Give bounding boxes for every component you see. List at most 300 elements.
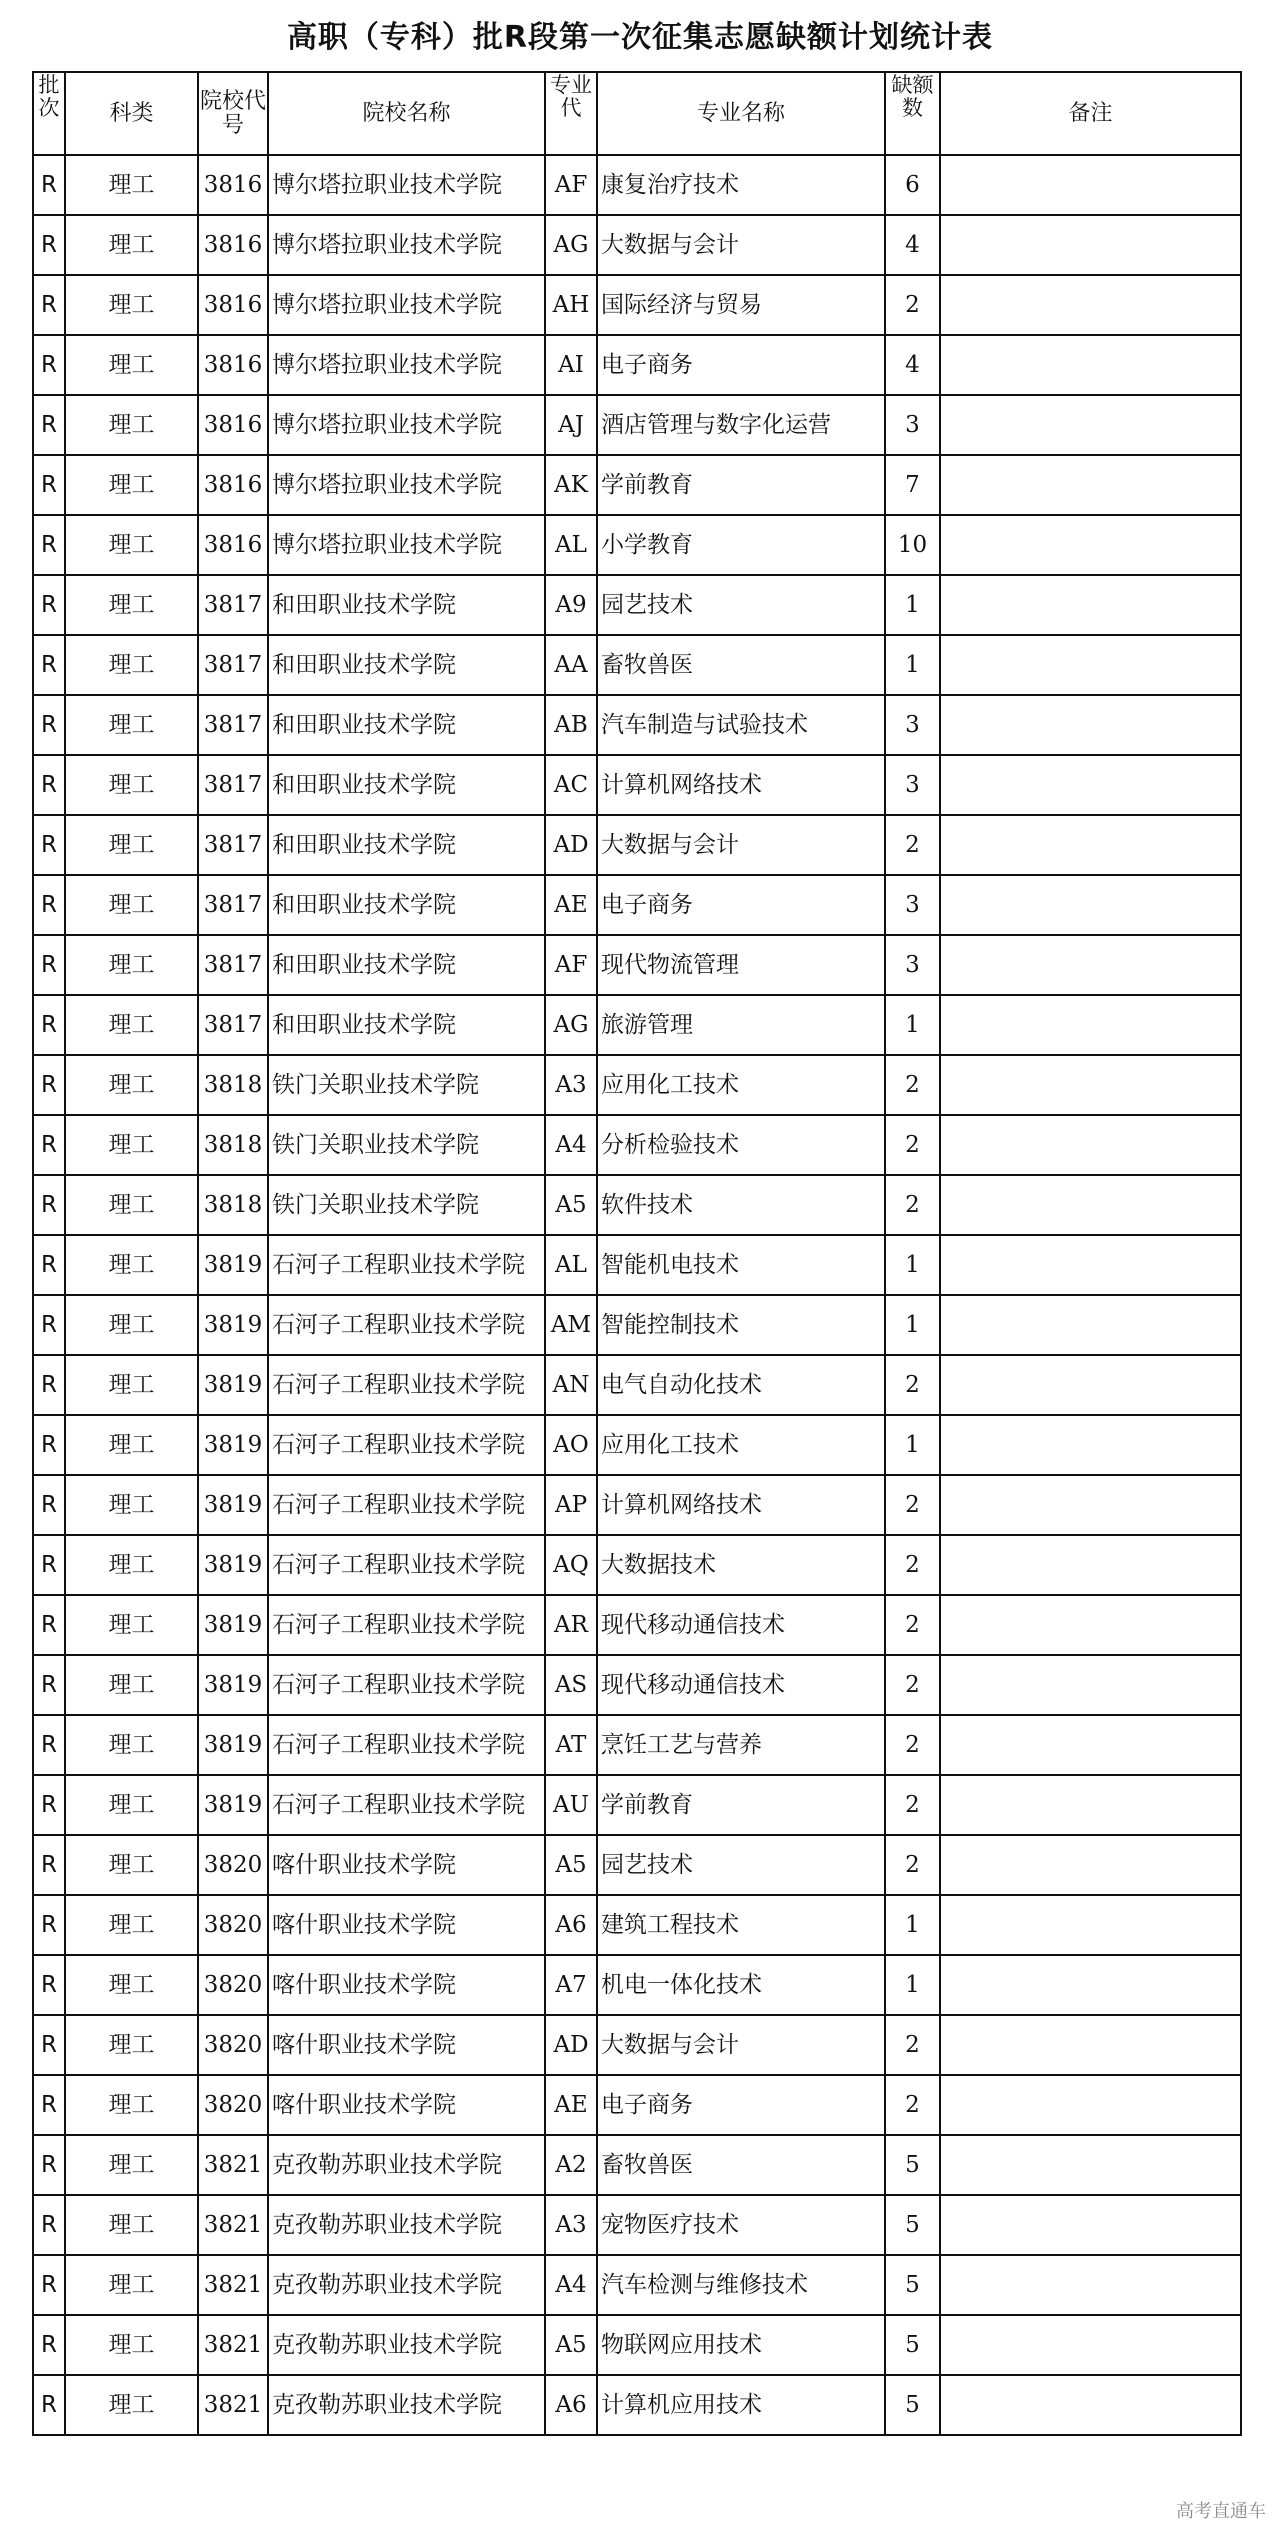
cell-major-code: AT [545, 1715, 597, 1775]
cell-major-code: A4 [545, 1115, 597, 1175]
cell-school-name: 喀什职业技术学院 [268, 1895, 545, 1955]
cell-major-name: 大数据技术 [597, 1535, 885, 1595]
cell-category: 理工 [65, 1235, 198, 1295]
cell-category: 理工 [65, 515, 198, 575]
cell-batch: R [33, 695, 65, 755]
cell-note [940, 155, 1241, 215]
cell-school-name: 克孜勒苏职业技术学院 [268, 2315, 545, 2375]
cell-major-code: A5 [545, 2315, 597, 2375]
page-title: 高职（专科）批R段第一次征集志愿缺额计划统计表 [286, 20, 994, 55]
watermark: 高考直通车 [1176, 2501, 1266, 2522]
cell-vacancy: 1 [885, 575, 940, 635]
table-row [33, 1775, 1241, 1835]
cell-major-name: 宠物医疗技术 [597, 2195, 885, 2255]
cell-note [940, 2075, 1241, 2135]
cell-major-code: AD [545, 2015, 597, 2075]
cell-batch: R [33, 455, 65, 515]
cell-school-code: 3817 [198, 695, 268, 755]
cell-school-code: 3816 [198, 455, 268, 515]
cell-category: 理工 [65, 755, 198, 815]
table-row [33, 1835, 1241, 1895]
cell-major-code: A6 [545, 1895, 597, 1955]
cell-school-name: 石河子工程职业技术学院 [268, 1415, 545, 1475]
cell-school-name: 石河子工程职业技术学院 [268, 1355, 545, 1415]
cell-major-code: A3 [545, 2195, 597, 2255]
cell-note [940, 2315, 1241, 2375]
table-row [33, 755, 1241, 815]
cell-school-code: 3819 [198, 1775, 268, 1835]
cell-major-code: A3 [545, 1055, 597, 1115]
cell-batch: R [33, 335, 65, 395]
cell-major-name: 汽车检测与维修技术 [597, 2255, 885, 2315]
cell-school-name: 博尔塔拉职业技术学院 [268, 395, 545, 455]
cell-school-name: 石河子工程职业技术学院 [268, 1775, 545, 1835]
cell-school-name: 克孜勒苏职业技术学院 [268, 2255, 545, 2315]
cell-note [940, 1715, 1241, 1775]
cell-school-code: 3819 [198, 1475, 268, 1535]
cell-category: 理工 [65, 335, 198, 395]
cell-batch: R [33, 2075, 65, 2135]
cell-vacancy: 5 [885, 2135, 940, 2195]
cell-major-name: 应用化工技术 [597, 1415, 885, 1475]
cell-note [940, 275, 1241, 335]
cell-note [940, 2195, 1241, 2255]
cell-major-name: 大数据与会计 [597, 2015, 885, 2075]
cell-note [940, 1415, 1241, 1475]
cell-school-name: 石河子工程职业技术学院 [268, 1535, 545, 1595]
header-school-name: 院校名称 [268, 72, 545, 155]
table-row [33, 575, 1241, 635]
cell-category: 理工 [65, 2255, 198, 2315]
table-row [33, 335, 1241, 395]
cell-school-code: 3817 [198, 875, 268, 935]
cell-batch: R [33, 1175, 65, 1235]
cell-major-code: AN [545, 1355, 597, 1415]
cell-school-name: 和田职业技术学院 [268, 815, 545, 875]
header-school-code: 院校代号 [198, 72, 268, 155]
cell-vacancy: 2 [885, 1775, 940, 1835]
cell-batch: R [33, 1415, 65, 1475]
cell-vacancy: 1 [885, 1295, 940, 1355]
cell-batch: R [33, 935, 65, 995]
cell-major-code: AI [545, 335, 597, 395]
cell-major-name: 园艺技术 [597, 575, 885, 635]
cell-school-code: 3817 [198, 935, 268, 995]
cell-school-name: 铁门关职业技术学院 [268, 1115, 545, 1175]
cell-major-code: A7 [545, 1955, 597, 2015]
cell-note [940, 1835, 1241, 1895]
cell-school-code: 3816 [198, 395, 268, 455]
cell-school-code: 3818 [198, 1175, 268, 1235]
table-row [33, 1115, 1241, 1175]
cell-note [940, 1535, 1241, 1595]
cell-category: 理工 [65, 2075, 198, 2135]
cell-major-name: 软件技术 [597, 1175, 885, 1235]
cell-batch: R [33, 1115, 65, 1175]
cell-vacancy: 2 [885, 2015, 940, 2075]
cell-note [940, 1955, 1241, 2015]
cell-school-name: 和田职业技术学院 [268, 995, 545, 1055]
cell-category: 理工 [65, 1115, 198, 1175]
cell-school-code: 3821 [198, 2135, 268, 2195]
cell-major-name: 旅游管理 [597, 995, 885, 1055]
cell-major-name: 机电一体化技术 [597, 1955, 885, 2015]
cell-major-name: 酒店管理与数字化运营 [597, 395, 885, 455]
cell-note [940, 635, 1241, 695]
cell-school-code: 3820 [198, 1895, 268, 1955]
cell-major-name: 电子商务 [597, 875, 885, 935]
cell-note [940, 1475, 1241, 1535]
table-row [33, 635, 1241, 695]
cell-vacancy: 2 [885, 1355, 940, 1415]
cell-major-name: 智能控制技术 [597, 1295, 885, 1355]
cell-major-name: 现代移动通信技术 [597, 1595, 885, 1655]
table-body [33, 155, 1241, 2435]
table-row [33, 1055, 1241, 1115]
cell-school-code: 3816 [198, 335, 268, 395]
cell-school-code: 3820 [198, 1835, 268, 1895]
cell-batch: R [33, 995, 65, 1055]
cell-note [940, 935, 1241, 995]
cell-note [940, 2135, 1241, 2195]
cell-major-code: A2 [545, 2135, 597, 2195]
cell-major-code: A9 [545, 575, 597, 635]
cell-major-code: A5 [545, 1175, 597, 1235]
cell-vacancy: 2 [885, 1115, 940, 1175]
cell-major-code: AR [545, 1595, 597, 1655]
table-row [33, 695, 1241, 755]
cell-vacancy: 2 [885, 1655, 940, 1715]
cell-vacancy: 3 [885, 875, 940, 935]
cell-school-code: 3819 [198, 1715, 268, 1775]
table-row [33, 1895, 1241, 1955]
cell-note [940, 1175, 1241, 1235]
cell-vacancy: 2 [885, 1175, 940, 1235]
cell-school-name: 克孜勒苏职业技术学院 [268, 2375, 545, 2435]
cell-category: 理工 [65, 1655, 198, 1715]
cell-batch: R [33, 1955, 65, 2015]
cell-note [940, 455, 1241, 515]
cell-major-code: AO [545, 1415, 597, 1475]
cell-major-code: AB [545, 695, 597, 755]
cell-category: 理工 [65, 2315, 198, 2375]
cell-note [940, 1895, 1241, 1955]
cell-major-code: AF [545, 155, 597, 215]
table-row [33, 2195, 1241, 2255]
cell-vacancy: 2 [885, 1835, 940, 1895]
cell-note [940, 1655, 1241, 1715]
cell-school-code: 3816 [198, 515, 268, 575]
cell-batch: R [33, 1235, 65, 1295]
table-row [33, 2255, 1241, 2315]
cell-vacancy: 2 [885, 1535, 940, 1595]
cell-batch: R [33, 1595, 65, 1655]
cell-school-name: 和田职业技术学院 [268, 575, 545, 635]
table-row [33, 815, 1241, 875]
cell-major-name: 电子商务 [597, 335, 885, 395]
cell-category: 理工 [65, 575, 198, 635]
cell-category: 理工 [65, 1955, 198, 2015]
cell-school-name: 石河子工程职业技术学院 [268, 1595, 545, 1655]
cell-major-name: 大数据与会计 [597, 215, 885, 275]
cell-category: 理工 [65, 995, 198, 1055]
cell-category: 理工 [65, 275, 198, 335]
cell-school-name: 博尔塔拉职业技术学院 [268, 275, 545, 335]
cell-note [940, 1115, 1241, 1175]
cell-vacancy: 2 [885, 275, 940, 335]
cell-school-code: 3817 [198, 995, 268, 1055]
cell-vacancy: 2 [885, 1475, 940, 1535]
cell-school-code: 3819 [198, 1355, 268, 1415]
cell-note [940, 1295, 1241, 1355]
cell-school-code: 3819 [198, 1415, 268, 1475]
cell-major-name: 园艺技术 [597, 1835, 885, 1895]
table-row [33, 875, 1241, 935]
cell-category: 理工 [65, 1175, 198, 1235]
cell-school-name: 和田职业技术学院 [268, 755, 545, 815]
cell-batch: R [33, 755, 65, 815]
cell-major-code: AL [545, 515, 597, 575]
cell-vacancy: 4 [885, 335, 940, 395]
cell-vacancy: 1 [885, 635, 940, 695]
table-row [33, 1955, 1241, 2015]
table-row [33, 155, 1241, 215]
cell-note [940, 755, 1241, 815]
cell-category: 理工 [65, 1715, 198, 1775]
cell-school-name: 石河子工程职业技术学院 [268, 1715, 545, 1775]
cell-note [940, 1355, 1241, 1415]
cell-major-name: 计算机网络技术 [597, 1475, 885, 1535]
cell-major-name: 分析检验技术 [597, 1115, 885, 1175]
header-major-code: 专业代 [545, 72, 597, 155]
cell-category: 理工 [65, 2015, 198, 2075]
cell-school-code: 3819 [198, 1295, 268, 1355]
table-row [33, 2075, 1241, 2135]
cell-category: 理工 [65, 2195, 198, 2255]
cell-major-name: 电气自动化技术 [597, 1355, 885, 1415]
cell-major-name: 汽车制造与试验技术 [597, 695, 885, 755]
cell-note [940, 1055, 1241, 1115]
cell-note [940, 575, 1241, 635]
cell-school-name: 石河子工程职业技术学院 [268, 1655, 545, 1715]
cell-batch: R [33, 1355, 65, 1415]
cell-school-name: 和田职业技术学院 [268, 695, 545, 755]
cell-school-code: 3821 [198, 2255, 268, 2315]
cell-school-name: 喀什职业技术学院 [268, 2015, 545, 2075]
cell-batch: R [33, 1835, 65, 1895]
cell-batch: R [33, 275, 65, 335]
cell-batch: R [33, 395, 65, 455]
cell-school-code: 3818 [198, 1055, 268, 1115]
cell-major-name: 智能机电技术 [597, 1235, 885, 1295]
cell-school-name: 博尔塔拉职业技术学院 [268, 515, 545, 575]
cell-vacancy: 5 [885, 2255, 940, 2315]
cell-batch: R [33, 1775, 65, 1835]
cell-note [940, 875, 1241, 935]
table-row [33, 935, 1241, 995]
cell-major-code: AD [545, 815, 597, 875]
table-row [33, 1295, 1241, 1355]
cell-batch: R [33, 815, 65, 875]
cell-batch: R [33, 1295, 65, 1355]
cell-category: 理工 [65, 1295, 198, 1355]
cell-major-code: AQ [545, 1535, 597, 1595]
cell-school-name: 喀什职业技术学院 [268, 2075, 545, 2135]
cell-school-code: 3819 [198, 1535, 268, 1595]
cell-major-name: 应用化工技术 [597, 1055, 885, 1115]
table-row [33, 455, 1241, 515]
cell-major-code: AE [545, 875, 597, 935]
cell-category: 理工 [65, 1055, 198, 1115]
cell-category: 理工 [65, 1595, 198, 1655]
cell-major-code: AM [545, 1295, 597, 1355]
cell-major-name: 电子商务 [597, 2075, 885, 2135]
cell-major-code: AC [545, 755, 597, 815]
cell-school-code: 3816 [198, 215, 268, 275]
cell-batch: R [33, 2135, 65, 2195]
cell-school-name: 博尔塔拉职业技术学院 [268, 155, 545, 215]
cell-school-name: 克孜勒苏职业技术学院 [268, 2195, 545, 2255]
table-row [33, 1475, 1241, 1535]
cell-major-code: AF [545, 935, 597, 995]
cell-major-name: 康复治疗技术 [597, 155, 885, 215]
cell-batch: R [33, 875, 65, 935]
table-row [33, 2135, 1241, 2195]
cell-major-code: AL [545, 1235, 597, 1295]
cell-major-name: 现代移动通信技术 [597, 1655, 885, 1715]
cell-major-name: 物联网应用技术 [597, 2315, 885, 2375]
cell-category: 理工 [65, 875, 198, 935]
cell-school-name: 博尔塔拉职业技术学院 [268, 215, 545, 275]
cell-major-code: A6 [545, 2375, 597, 2435]
cell-school-name: 博尔塔拉职业技术学院 [268, 335, 545, 395]
header-batch: 批次 [33, 72, 65, 155]
cell-school-name: 铁门关职业技术学院 [268, 1175, 545, 1235]
table-row [33, 2015, 1241, 2075]
cell-category: 理工 [65, 1535, 198, 1595]
cell-major-code: AU [545, 1775, 597, 1835]
cell-vacancy: 5 [885, 2315, 940, 2375]
cell-note [940, 515, 1241, 575]
cell-note [940, 1775, 1241, 1835]
cell-school-name: 喀什职业技术学院 [268, 1835, 545, 1895]
cell-batch: R [33, 2195, 65, 2255]
cell-vacancy: 2 [885, 1715, 940, 1775]
cell-school-name: 石河子工程职业技术学院 [268, 1235, 545, 1295]
cell-vacancy: 5 [885, 2375, 940, 2435]
table-row [33, 1355, 1241, 1415]
cell-batch: R [33, 1055, 65, 1115]
cell-category: 理工 [65, 1895, 198, 1955]
cell-batch: R [33, 2315, 65, 2375]
cell-school-code: 3817 [198, 635, 268, 695]
cell-note [940, 1235, 1241, 1295]
header-major-name: 专业名称 [597, 72, 885, 155]
cell-school-name: 石河子工程职业技术学院 [268, 1475, 545, 1535]
cell-school-code: 3816 [198, 155, 268, 215]
cell-note [940, 815, 1241, 875]
table-row [33, 1715, 1241, 1775]
cell-batch: R [33, 1715, 65, 1775]
table-row [33, 2375, 1241, 2435]
cell-school-name: 石河子工程职业技术学院 [268, 1295, 545, 1355]
cell-batch: R [33, 155, 65, 215]
cell-vacancy: 5 [885, 2195, 940, 2255]
header-vacancy: 缺额数 [885, 72, 940, 155]
cell-category: 理工 [65, 1775, 198, 1835]
cell-school-code: 3820 [198, 2075, 268, 2135]
cell-school-name: 和田职业技术学院 [268, 635, 545, 695]
cell-category: 理工 [65, 2135, 198, 2195]
cell-batch: R [33, 515, 65, 575]
cell-school-code: 3818 [198, 1115, 268, 1175]
cell-school-code: 3821 [198, 2195, 268, 2255]
cell-school-name: 铁门关职业技术学院 [268, 1055, 545, 1115]
cell-note [940, 695, 1241, 755]
cell-school-name: 博尔塔拉职业技术学院 [268, 455, 545, 515]
cell-note [940, 2255, 1241, 2315]
cell-major-code: AA [545, 635, 597, 695]
cell-major-name: 学前教育 [597, 1775, 885, 1835]
cell-note [940, 1595, 1241, 1655]
cell-vacancy: 1 [885, 995, 940, 1055]
cell-vacancy: 2 [885, 1595, 940, 1655]
table-row [33, 275, 1241, 335]
vacancy-table [32, 71, 1242, 2436]
cell-major-name: 现代物流管理 [597, 935, 885, 995]
cell-school-code: 3816 [198, 275, 268, 335]
cell-school-code: 3817 [198, 815, 268, 875]
cell-major-code: AH [545, 275, 597, 335]
cell-vacancy: 3 [885, 755, 940, 815]
cell-category: 理工 [65, 1475, 198, 1535]
cell-vacancy: 7 [885, 455, 940, 515]
cell-major-name: 畜牧兽医 [597, 635, 885, 695]
cell-school-name: 喀什职业技术学院 [268, 1955, 545, 2015]
table-header-row [33, 72, 1241, 155]
cell-major-name: 小学教育 [597, 515, 885, 575]
cell-batch: R [33, 2375, 65, 2435]
cell-batch: R [33, 1895, 65, 1955]
cell-vacancy: 4 [885, 215, 940, 275]
cell-note [940, 335, 1241, 395]
cell-major-code: AE [545, 2075, 597, 2135]
cell-vacancy: 3 [885, 695, 940, 755]
cell-major-name: 烹饪工艺与营养 [597, 1715, 885, 1775]
table-row [33, 2315, 1241, 2375]
cell-school-code: 3821 [198, 2315, 268, 2375]
cell-vacancy: 2 [885, 1055, 940, 1115]
table-row [33, 1535, 1241, 1595]
cell-category: 理工 [65, 1415, 198, 1475]
cell-major-name: 国际经济与贸易 [597, 275, 885, 335]
cell-category: 理工 [65, 1355, 198, 1415]
cell-note [940, 2015, 1241, 2075]
cell-batch: R [33, 2255, 65, 2315]
cell-major-name: 计算机应用技术 [597, 2375, 885, 2435]
cell-major-code: AS [545, 1655, 597, 1715]
cell-batch: R [33, 635, 65, 695]
cell-school-name: 和田职业技术学院 [268, 935, 545, 995]
cell-school-code: 3819 [198, 1655, 268, 1715]
cell-school-code: 3817 [198, 575, 268, 635]
table-row [33, 1235, 1241, 1295]
cell-major-code: AG [545, 995, 597, 1055]
cell-major-name: 建筑工程技术 [597, 1895, 885, 1955]
cell-batch: R [33, 1535, 65, 1595]
cell-category: 理工 [65, 455, 198, 515]
cell-category: 理工 [65, 1835, 198, 1895]
